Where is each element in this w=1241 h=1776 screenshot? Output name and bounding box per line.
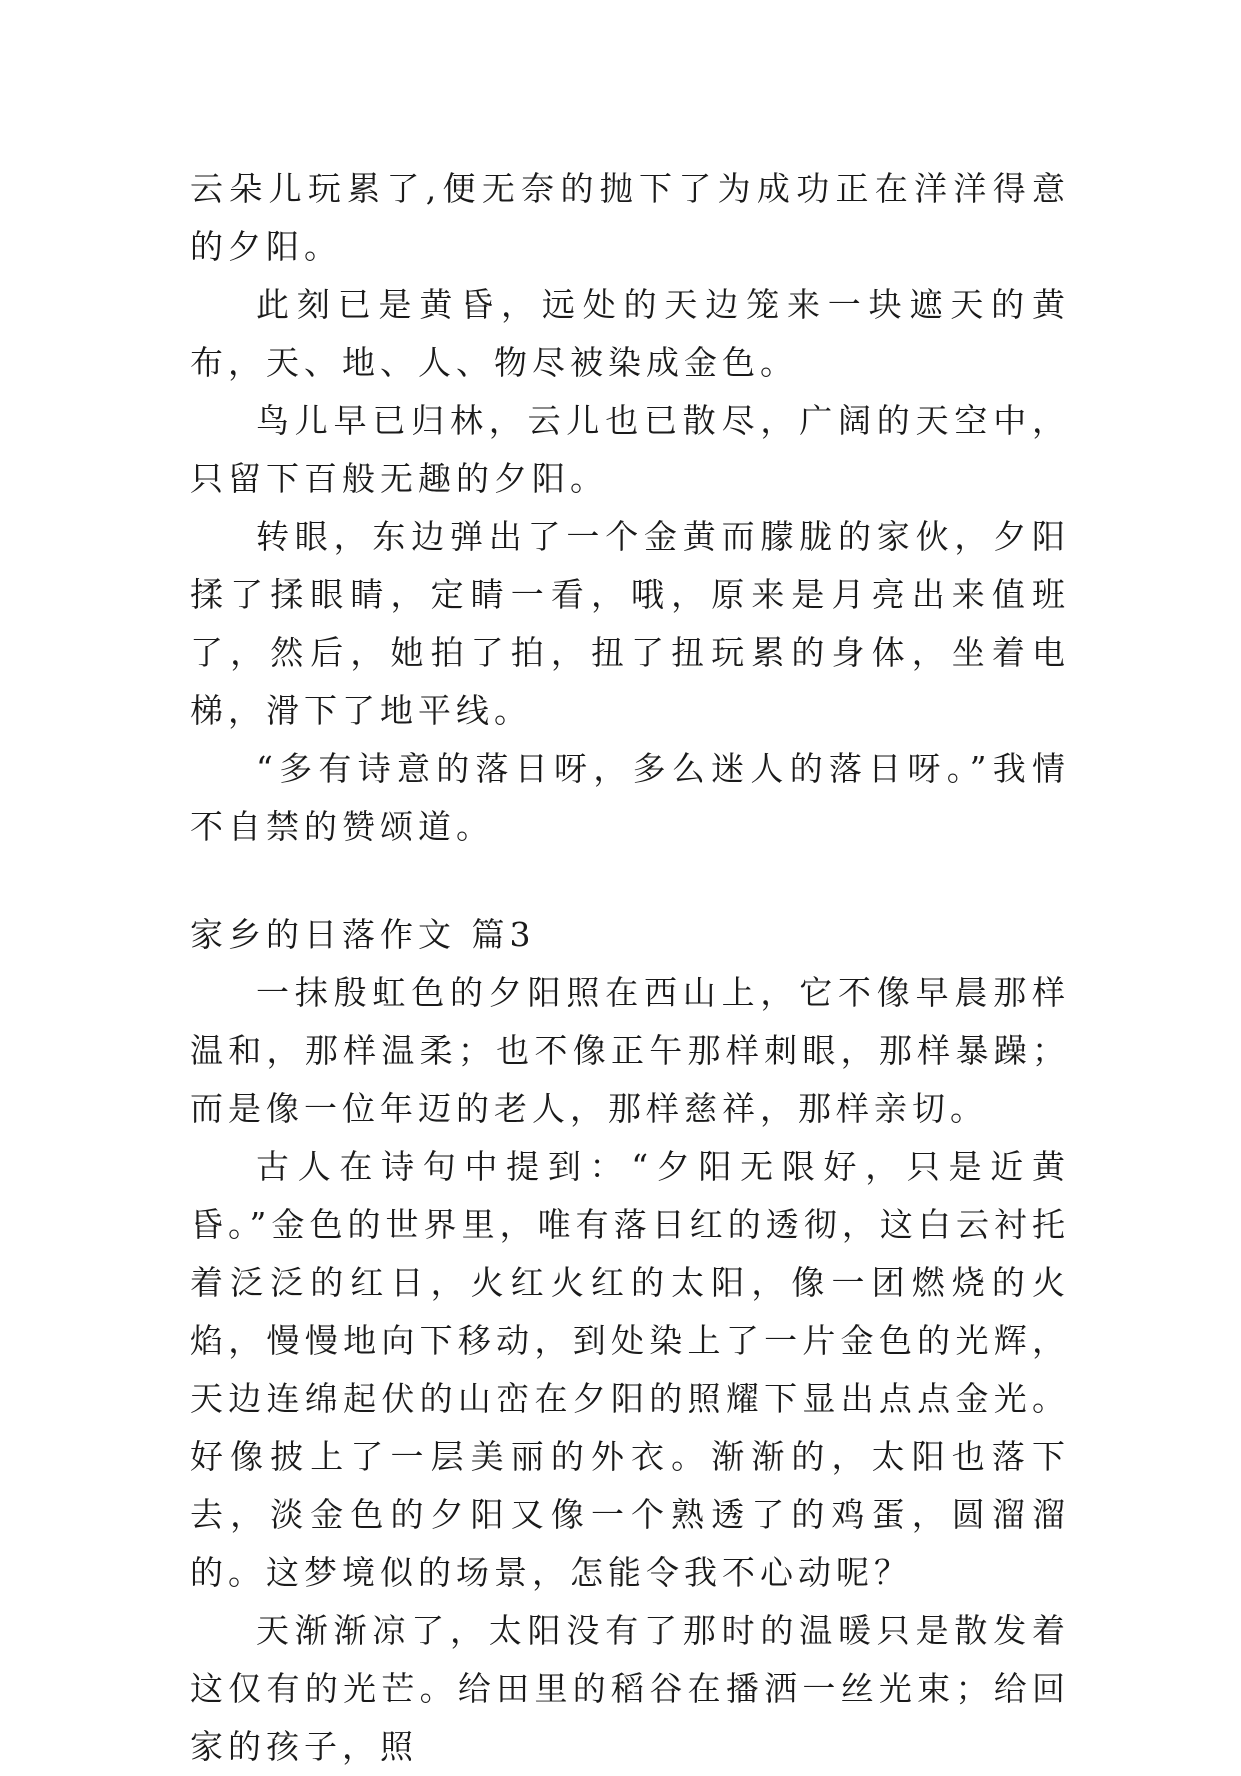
paragraph: 天渐渐凉了，太阳没有了那时的温暖只是散发着这仅有的光芒。给田里的稻谷在播洒一丝光束；给回家的孩子，照 [190, 1611, 1070, 1766]
paragraph: 云朵儿玩累了,便无奈的抛下了为成功正在洋洋得意的夕阳。 [190, 169, 1070, 266]
paragraph: “多有诗意的落日呀，多么迷人的落日呀。”我情不自禁的赞颂道。 [190, 749, 1070, 846]
paragraph: 此刻已是黄昏，远处的天边笼来一块遮天的黄布，天、地、人、物尽被染成金色。 [190, 285, 1070, 382]
document-body [190, 160, 1070, 1776]
paragraph: 鸟儿早已归林，云儿也已散尽，广阔的天空中，只留下百般无趣的夕阳。 [190, 401, 1070, 498]
paragraph: 转眼，东边弹出了一个金黄而朦胧的家伙，夕阳揉了揉眼睛，定睛一看，哦，原来是月亮出来值班了，然后，她拍了拍，扭了扭玩累的身体，坐着电梯，滑下了地平线。 [190, 517, 1070, 730]
paragraph: 古人在诗句中提到：“夕阳无限好，只是近黄昏。”金色的世界里，唯有落日红的透彻，这白云衬托着泛泛的红日，火红火红的太阳，像一团燃烧的火焰，慢慢地向下移动，到处染上了一片金色的光辉，天边连绵起伏的山峦在夕阳的照耀下显出点点金光。好像披上了一层美丽的外衣。渐渐的，太阳也落下去，淡金色的夕阳又像一个熟透了的鸡蛋，圆溜溜的。这梦境似的场景，怎能令我不心动呢？ [190, 1147, 1070, 1592]
section-heading: 家乡的日落作文 篇3 [190, 915, 536, 954]
paragraph: 一抹殷虹色的夕阳照在西山上，它不像早晨那样温和，那样温柔；也不像正午那样刺眼，那样暴躁；而是像一位年迈的老人，那样慈祥，那样亲切。 [190, 973, 1070, 1128]
